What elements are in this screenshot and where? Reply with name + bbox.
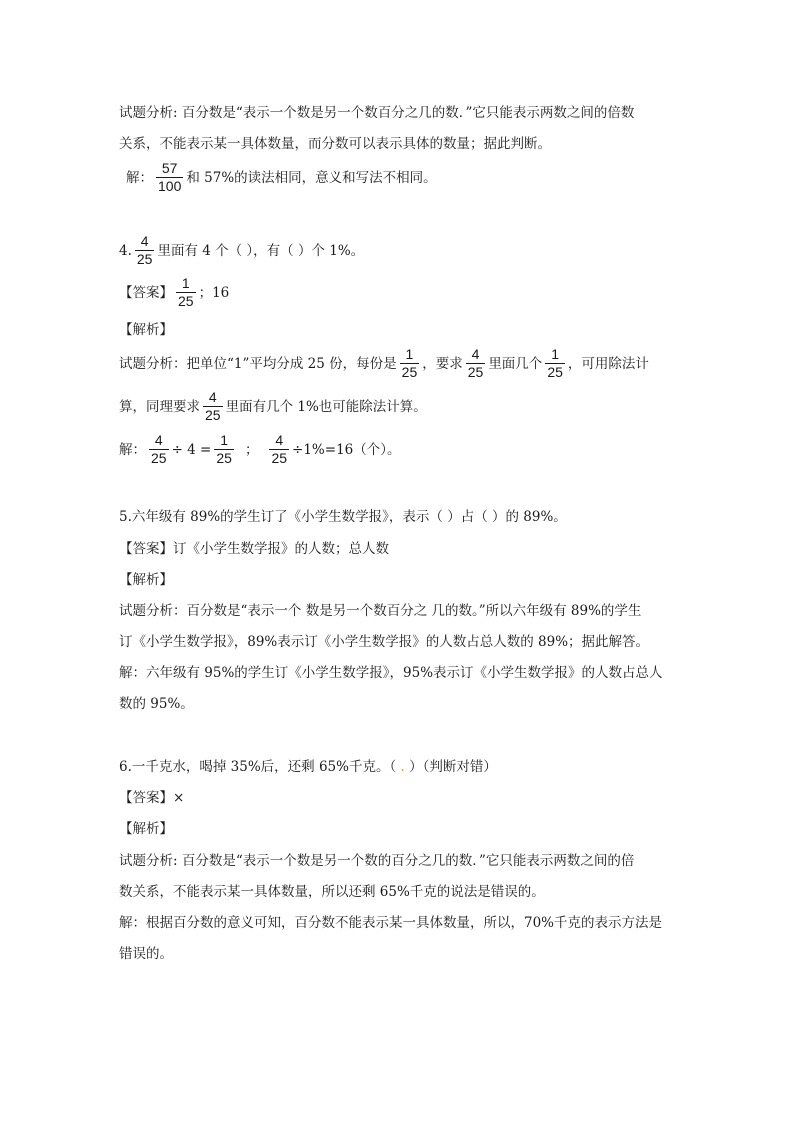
- solution-text: 和 57%的读法相同，意义和写法不相同。: [186, 169, 437, 186]
- solution-5-line-1: 解：六年级有 95%的学生订《小学生数学报》，95%表示订《小学生数学报》的人数占总人: [119, 665, 663, 681]
- fraction-numerator: 4: [471, 346, 480, 362]
- question-4: [119, 233, 364, 268]
- question-text: 6.一千克水，喝掉 35%后，还剩 65%千克。（: [119, 759, 401, 775]
- fraction: [149, 432, 169, 467]
- analysis-5-line-2: 订《小学生数学报》，89%表示订《小学生数学报》的人数占总人数的 89%；据此解答。: [119, 634, 650, 650]
- answer-text: ；16: [198, 284, 230, 301]
- fraction: [214, 432, 234, 467]
- fraction: [400, 346, 420, 381]
- fraction-numerator: 57: [161, 160, 178, 176]
- analysis-text: ，可用除法计: [567, 355, 649, 372]
- analysis-6-line-2: 数关系，不能表示某一具体数量，所以还剩 65%千克的说法是错误的。: [119, 884, 545, 900]
- fraction-denominator: 25: [205, 407, 221, 423]
- analysis-4-line-2: [119, 389, 427, 424]
- analysis-heading: 【解析】: [119, 322, 173, 338]
- fraction-denominator: 25: [178, 293, 194, 309]
- solution-label: 解：: [119, 441, 146, 458]
- fraction: [466, 346, 486, 381]
- question-text: ）（判断对错）: [404, 759, 497, 775]
- fraction-numerator: 4: [154, 432, 163, 448]
- fraction-denominator: 25: [151, 450, 167, 466]
- solution-text: ÷1%=16（个）。: [292, 441, 401, 458]
- blank-mark: .: [400, 759, 405, 775]
- fraction-denominator: 25: [136, 251, 153, 267]
- fraction: [545, 346, 565, 381]
- analysis-5-line-1: 试题分析：百分数是“表示一个 数是另一个数百分之 几的数。”所以六年级有 89%的学生: [119, 603, 642, 619]
- fraction: [203, 389, 223, 424]
- fraction-numerator: 4: [208, 389, 217, 405]
- fraction-numerator: 1: [551, 346, 559, 362]
- fraction: [176, 275, 196, 310]
- solution-label: 解：: [126, 169, 153, 186]
- fraction: [269, 432, 289, 467]
- analysis-text: 算，同理要求: [119, 398, 200, 415]
- math-operator: ÷ 4 =: [171, 441, 212, 458]
- fraction: [156, 160, 183, 195]
- fraction-numerator: 4: [275, 432, 284, 448]
- solution-4: [119, 432, 401, 467]
- fraction-denominator: 25: [547, 364, 563, 380]
- analysis-line-2: 关系，不能表示某一具体数量，而分数可以表示具体的数量；据此判断。: [119, 136, 551, 152]
- answer-5: 【答案】订《小学生数学报》的人数；总人数: [119, 541, 389, 557]
- fraction-numerator: 1: [181, 275, 190, 291]
- fraction-numerator: 1: [220, 432, 229, 448]
- analysis-heading: 【解析】: [119, 572, 173, 588]
- separator: ；: [244, 441, 259, 458]
- solution-line: [126, 160, 437, 195]
- analysis-6-line-1: 试题分析: 百分数是“表示一个数是另一个数的百分之几的数．”它只能表示两数之间的倍: [119, 853, 635, 869]
- analysis-text: 试题分析：把单位“1”平均分成 25 份，每份是: [119, 355, 397, 372]
- analysis-4-line-1: [119, 346, 649, 381]
- fraction-numerator: 1: [405, 346, 414, 362]
- fraction-denominator: 25: [467, 364, 484, 380]
- question-6: [119, 757, 497, 777]
- question-5: 5.六年级有 89%的学生订了《小学生数学报》，表示（ ）占（ ）的 89%。: [119, 509, 567, 525]
- solution-6-line-2: 错误的。: [119, 946, 173, 962]
- fraction-denominator: 100: [158, 178, 182, 194]
- analysis-text: 里面有几个 1%也可能除法计算。: [225, 398, 427, 415]
- answer-4: [119, 275, 229, 310]
- analysis-heading: 【解析】: [119, 821, 173, 837]
- solution-5-line-2: 数的 95%。: [119, 696, 194, 712]
- analysis-line-1: 试题分析: 百分数是“表示一个数是另一个数百分之几的数．”它只能表示两数之间的倍数: [119, 105, 635, 121]
- fraction-denominator: 25: [401, 364, 418, 380]
- fraction-denominator: 25: [216, 450, 232, 466]
- question-text: 里面有 4 个（ ），有（ ）个 1%。: [157, 242, 365, 259]
- fraction-numerator: 4: [140, 233, 149, 249]
- fraction: [135, 233, 155, 268]
- answer-6: 【答案】×: [119, 790, 185, 806]
- fraction-denominator: 25: [271, 450, 288, 466]
- question-number: 4.: [119, 242, 132, 259]
- answer-label: 【答案】: [119, 284, 173, 301]
- solution-6-line-1: 解：根据百分数的意义可知，百分数不能表示某一具体数量，所以，70%千克的表示方法是: [119, 915, 663, 931]
- analysis-text: 里面几个: [488, 355, 543, 372]
- analysis-text: ，要求: [422, 355, 463, 372]
